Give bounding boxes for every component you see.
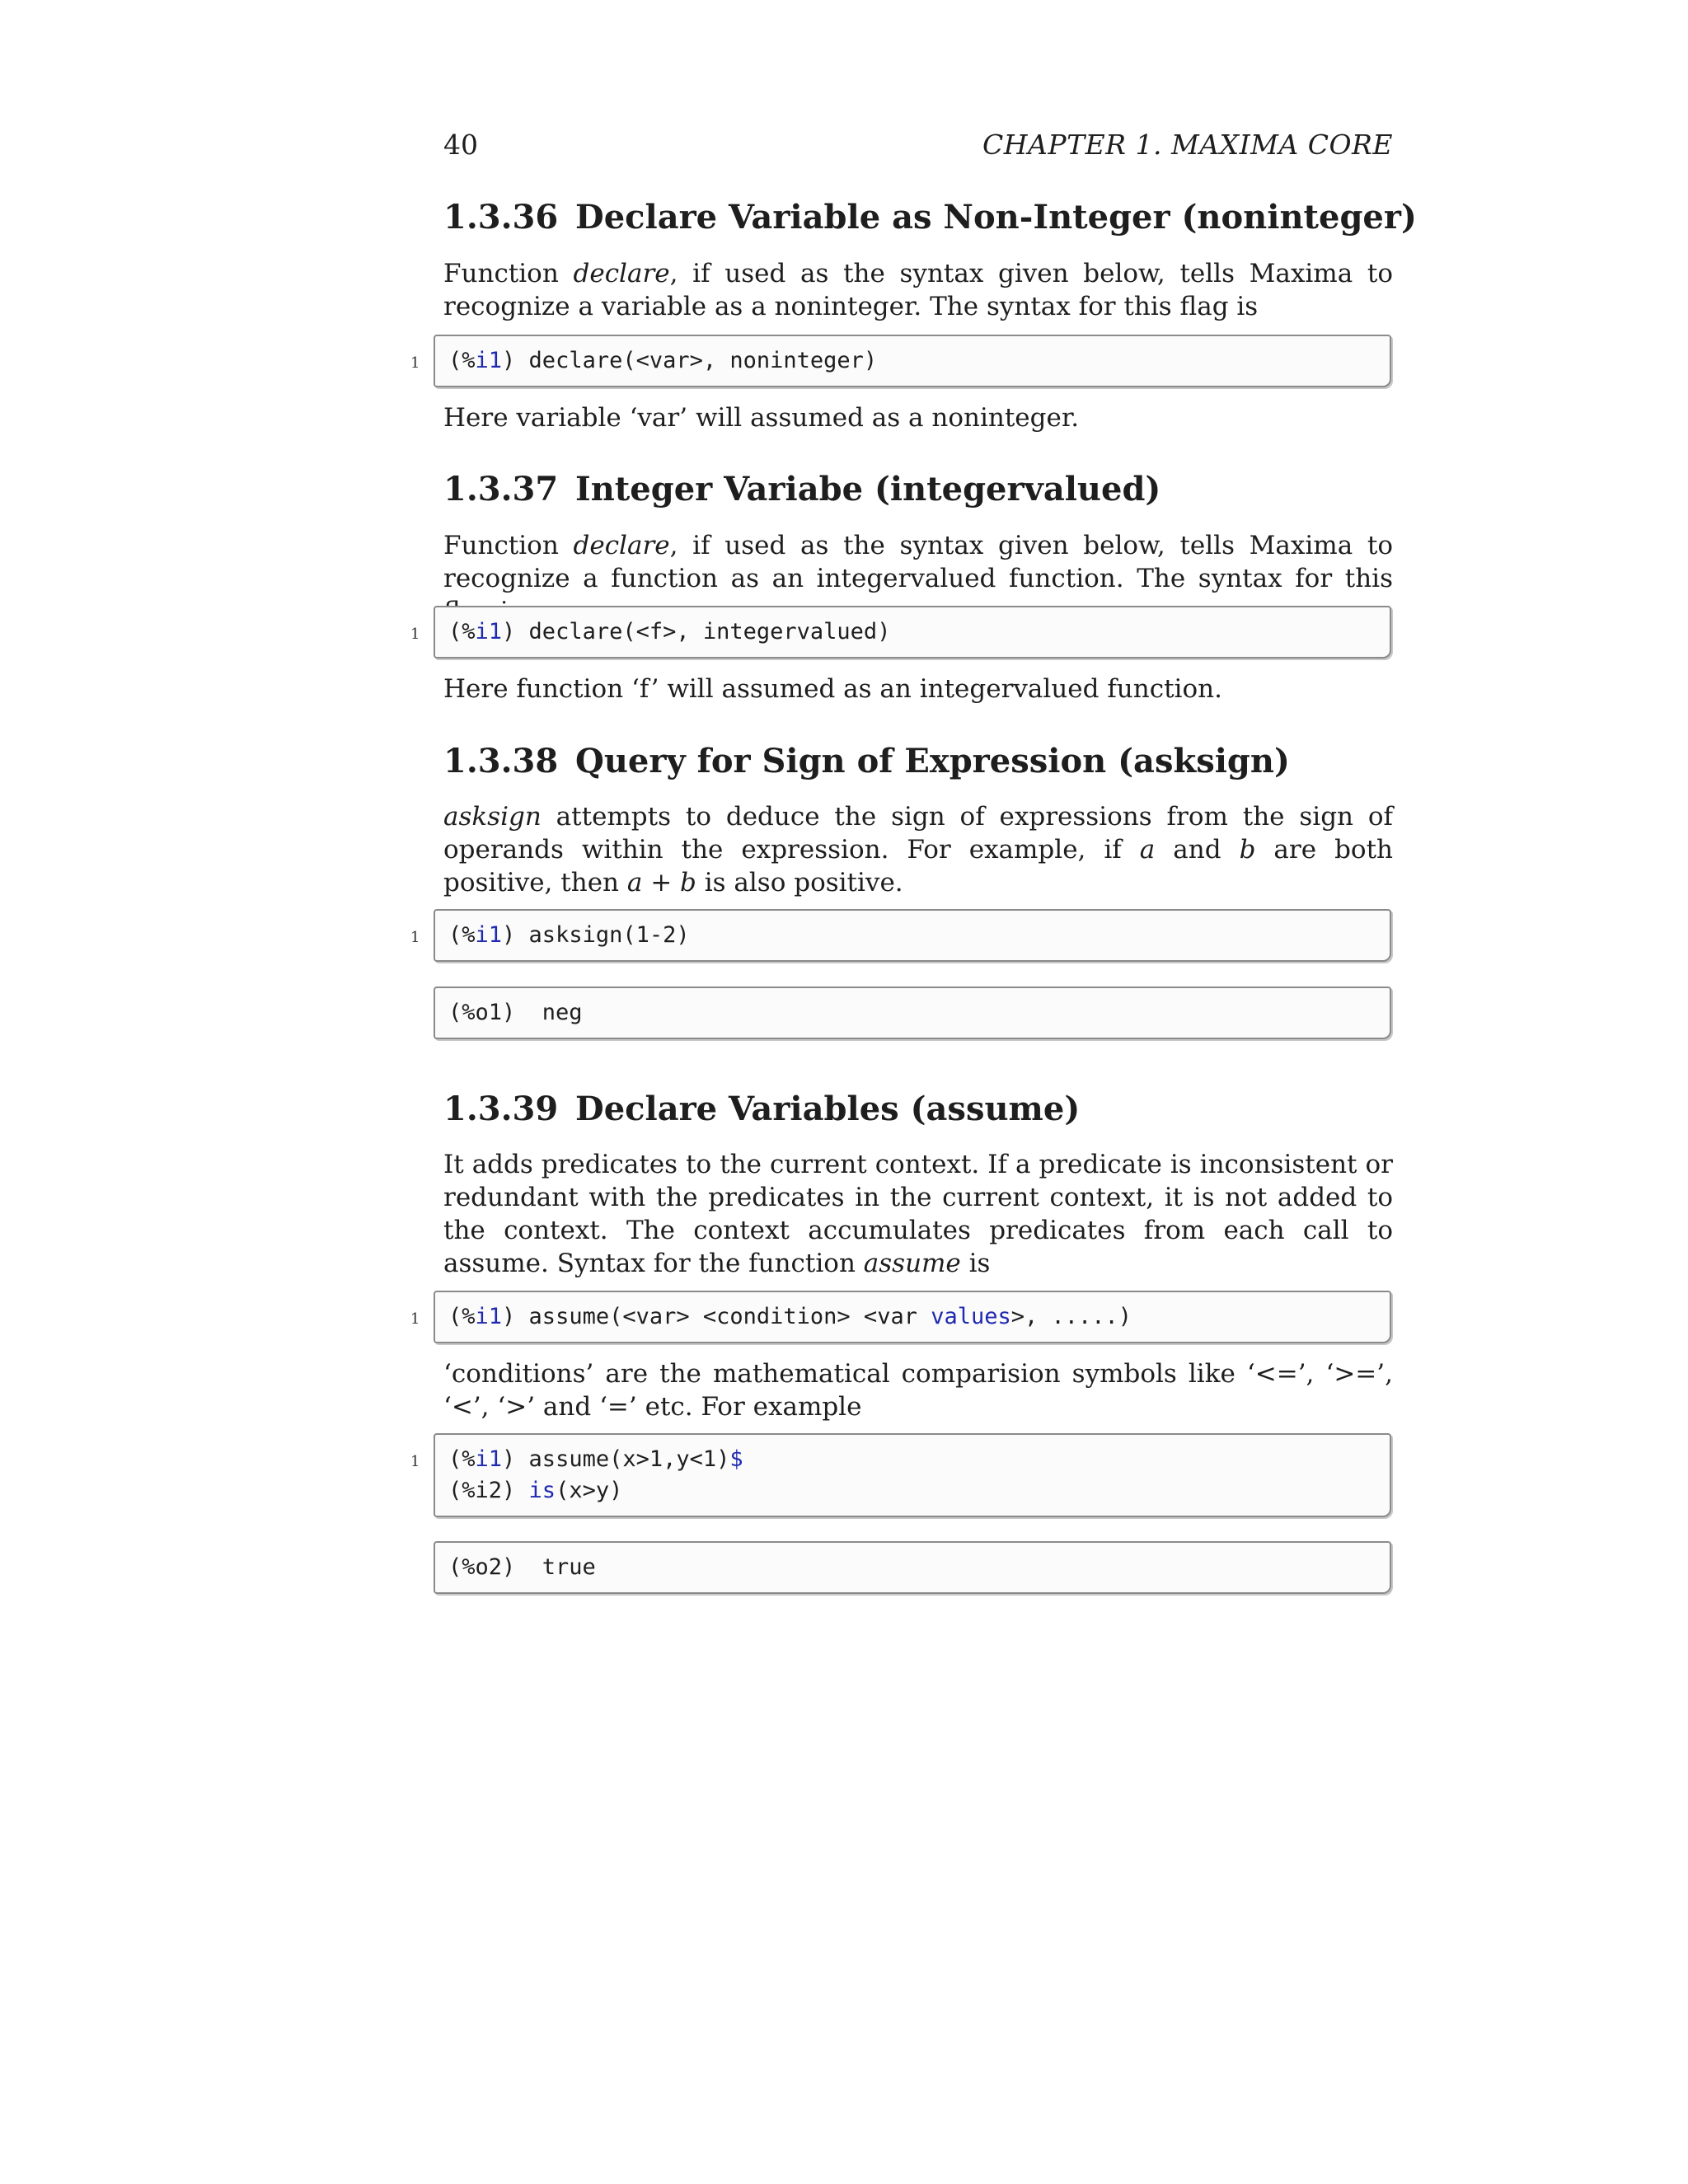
line-number: 1 xyxy=(410,1453,420,1470)
code-line: (%i2) is(x>y) xyxy=(448,1478,623,1503)
line-number: 1 xyxy=(410,626,420,643)
section-heading: 1.3.39 Declare Variables (assume) xyxy=(443,1090,1081,1128)
code-input-box xyxy=(410,335,1391,387)
line-number: 1 xyxy=(410,1310,420,1328)
code-line: (%i1) asksign(1-2) xyxy=(448,922,690,948)
paragraph: Function declare, if used as the syntax given below, tells Maxima to recognize a function as an integervalued function. The syntax for this xyxy=(443,531,1393,593)
code-input-box xyxy=(410,909,1391,962)
chapter-title: CHAPTER 1. MAXIMA CORE xyxy=(982,129,1393,161)
code-output-box xyxy=(434,1541,1391,1594)
line-number: 1 xyxy=(410,354,420,372)
code-line: (%i1) assume(x>1,y<1)$ xyxy=(448,1446,743,1472)
code-line: (%i1) declare(<var>, noninteger) xyxy=(448,348,878,373)
code-input-box xyxy=(410,606,1391,658)
code-line: (%i1) declare(<f>, integervalued) xyxy=(448,619,891,644)
output-line: (%o2) true xyxy=(448,1554,596,1580)
code-input-box xyxy=(410,1291,1391,1343)
code-input-box xyxy=(410,1433,1391,1517)
output-line: (%o1) neg xyxy=(448,1000,583,1025)
paragraph: asksign attempts to deduce the sign of expressions from the sign of operands within the expression. For example, if a and b are both positive, then a + b is also positive. xyxy=(443,802,1393,898)
paragraph: ‘conditions’ are the mathematical comparision symbols like ‘<=’, ‘>=’, ‘<’, ‘>’ and ‘=’ etc. For example xyxy=(443,1359,1393,1422)
paragraph: It adds predicates to the current context. If a predicate is inconsistent or redundant with the predicates in the current context, it is not added to the context. The context accumulates predicates from each call to assume. Syntax for the function assume is xyxy=(443,1150,1393,1278)
line-number: 1 xyxy=(410,929,420,946)
section-heading: 1.3.37 Integer Variabe (integervalued) xyxy=(443,470,1161,509)
code-line: (%i1) assume(<var> <condition> <var values>, .....) xyxy=(448,1304,1132,1329)
paragraph: Here function ‘f’ will assumed as an integervalued function. xyxy=(443,674,1222,704)
section-heading: 1.3.38 Query for Sign of Expression (asksign) xyxy=(443,742,1290,780)
section-heading: 1.3.36 Declare Variable as Non-Integer (noninteger) xyxy=(443,198,1417,237)
code-output-box xyxy=(434,987,1391,1039)
paragraph: Function declare, if used as the syntax given below, tells Maxima to recognize a variable as a noninteger. The syntax for this flag is xyxy=(443,259,1393,321)
page-number: 40 xyxy=(443,129,478,161)
paragraph: Here variable ‘var’ will assumed as a noninteger. xyxy=(443,403,1080,433)
running-header xyxy=(443,129,1393,165)
